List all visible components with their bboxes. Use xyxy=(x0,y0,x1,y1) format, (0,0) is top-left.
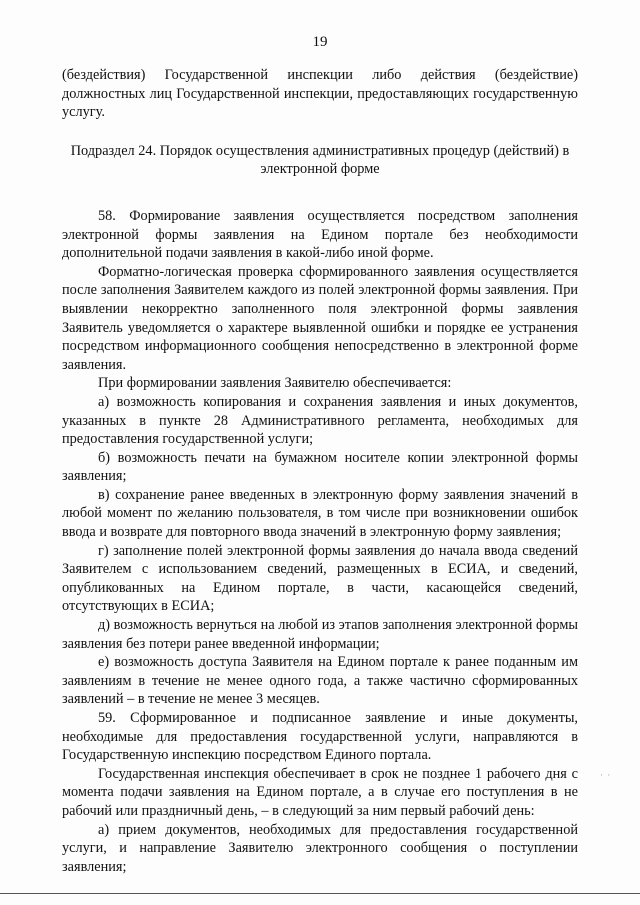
subsection-title: Подраздел 24. Порядок осуществления административных процедур (действий) в электронной форме xyxy=(70,142,570,178)
paragraph-58: 58. Формирование заявления осуществляется посредством заполнения электронной формы заявления на Едином портале без необходимости дополнительной подачи заявления в какой-либо иной форме. xyxy=(62,207,578,262)
list-item-d: д) возможность вернуться на любой из этапов заполнения электронной формы заявления без потери ранее введенной информации; xyxy=(62,617,578,652)
paragraph-format-check: Форматно-логическая проверка сформированного заявления осуществляется после заполнения Заявителем каждого из полей электронной формы заявления. При выявлении некорректно заполненного поля электронной формы заявления Заявитель уведомляется о характере выявленной ошибки и порядке ее устранения посредством информационного сообщения непосредственно в электронной форме заявления. xyxy=(62,263,578,373)
list-item-a: а) возможность копирования и сохранения заявления и иных документов, указанных в пункте 28 Административного регламента, необходимых для предоставления государственной услуги; xyxy=(62,393,578,448)
list-item-a-reception: а) прием документов, необходимых для предоставления государственной услуги, и направление Заявителю электронного сообщения о поступлении заявления; xyxy=(62,821,578,875)
paragraph-59: 59. Сформированное и подписанное заявление и иные документы, необходимые для предоставления государственной услуги, направляются в Государственную инспекцию посредством Единого портала. xyxy=(62,710,578,764)
list-item-e: е) возможность доступа Заявителя на Едином портале к ранее поданным им заявлениям в течение не менее одного года, а также частично сформированных заявлений – в течение не менее 3 месяцев. xyxy=(62,654,578,708)
scan-artifact-mark: · · xyxy=(600,770,612,780)
page-number: 19 xyxy=(312,34,328,50)
page-bottom-edge-line xyxy=(0,893,640,894)
list-item-b: б) возможность печати на бумажном носителе копии электронной формы заявления; xyxy=(62,449,578,485)
list-item-g: г) заполнение полей электронной формы заявления до начала ввода сведений Заявителем с использованием сведений, размещенных в ЕСИА, и сведений, опубликованных на Едином портале, в части, касающейся сведений, отсутствующих в ЕСИА; xyxy=(62,542,578,615)
paragraph-inspection-deadline: Государственная инспекция обеспечивает в срок не позднее 1 рабочего дня с момента подачи заявления на Едином портале, а в случае его поступления в не рабочий или праздничный день, – в следующий за ним первый рабочий день: xyxy=(62,765,578,819)
paragraph-continuation: (бездействия) Государственной инспекции либо действия (бездействие) должностных лиц Государственной инспекции, предоставляющих государственную услугу. xyxy=(62,67,578,121)
list-item-v: в) сохранение ранее введенных в электронную форму заявления значений в любой момент по желанию пользователя, в том числе при возникновении ошибок ввода и возврате для повторного ввода значений в электронную форму заявления; xyxy=(62,486,578,541)
paragraph-list-intro: При формировании заявления Заявителю обеспечивается: xyxy=(98,375,452,392)
document-body xyxy=(62,66,578,876)
